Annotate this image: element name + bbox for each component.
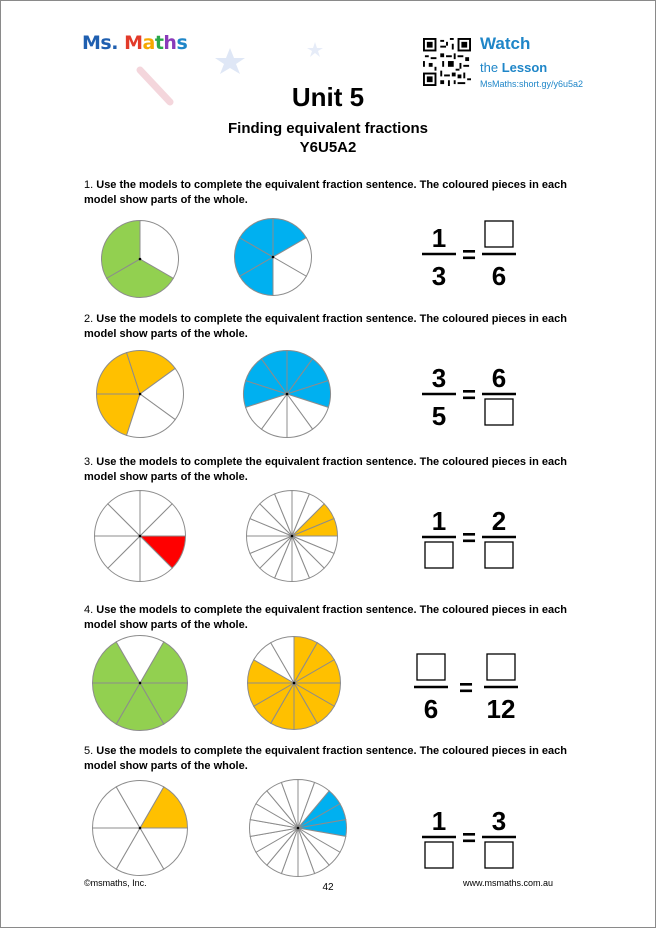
fraction-left-denominator: 5	[431, 401, 447, 429]
equals-sign: =	[458, 675, 474, 702]
question-2-equation[interactable]	[418, 357, 518, 429]
lesson-link[interactable]: MsMaths:short.gy/y6u5a2	[480, 79, 584, 89]
fraction-right-denominator-answer-box[interactable]	[485, 542, 513, 568]
fraction-left-numerator: 1	[431, 506, 447, 536]
pie-center-dot	[293, 682, 296, 685]
question-3-model-left	[93, 488, 187, 584]
pie-center-dot	[272, 256, 275, 259]
fraction-left-denominator-answer-box[interactable]	[425, 842, 453, 868]
question-5-model-left	[91, 778, 189, 878]
question-2-model-left	[93, 349, 187, 439]
fraction-right-numerator: 2	[491, 506, 507, 536]
question-1-model-right	[226, 217, 320, 297]
pie-center-dot	[297, 827, 300, 830]
fraction-right-denominator: 6	[491, 261, 507, 289]
question-5-equation[interactable]	[418, 800, 518, 872]
pie-center-dot	[286, 393, 289, 396]
fraction-right-numerator-answer-box[interactable]	[487, 654, 515, 680]
question-3-equation[interactable]	[418, 500, 518, 572]
page-subtitle: Finding equivalent fractions	[227, 120, 429, 137]
question-4-model-right	[246, 634, 342, 732]
equals-sign: =	[461, 525, 477, 552]
pie-center-dot	[139, 827, 142, 830]
pie-center-dot	[139, 535, 142, 538]
footer-page-number: 42	[322, 882, 334, 893]
question-2-text: 2. Use the models to complete the equivalent fraction sentence. The coloured pieces in each model show parts of the whole.	[84, 313, 567, 340]
fraction-left-numerator: 1	[431, 223, 447, 253]
fraction-left-denominator: 3	[431, 261, 447, 289]
fraction-left-numerator-answer-box[interactable]	[417, 654, 445, 680]
fraction-right-denominator: 12	[486, 694, 516, 722]
question-5-model-right	[248, 778, 348, 878]
footer-website[interactable]: www.msmaths.com.au	[463, 878, 554, 888]
question-2-model-right	[241, 349, 333, 439]
pie-center-dot	[291, 535, 294, 538]
fraction-left-numerator: 1	[431, 806, 447, 836]
question-1-model-left	[92, 219, 188, 299]
lesson-code: Y6U5A2	[299, 139, 357, 156]
fraction-left-numerator: 3	[431, 363, 447, 393]
question-3-model-right	[245, 488, 339, 584]
question-4-model-left	[91, 634, 189, 732]
question-1-text: 1. Use the models to complete the equivalent fraction sentence. The coloured pieces in each model show parts of the whole.	[84, 179, 567, 206]
page-title: Unit 5	[291, 82, 365, 112]
equals-sign: =	[461, 242, 477, 269]
brand-logo: Ms. Maths	[82, 32, 188, 54]
pie-center-dot	[139, 682, 142, 685]
fraction-right-numerator: 6	[491, 363, 507, 393]
question-4-text: 4. Use the models to complete the equivalent fraction sentence. The coloured pieces in each model show parts of the whole.	[84, 604, 567, 631]
equals-sign: =	[461, 382, 477, 409]
question-1-equation[interactable]	[418, 217, 518, 289]
qr-code-icon[interactable]	[423, 38, 471, 86]
question-3-text: 3. Use the models to complete the equivalent fraction sentence. The coloured pieces in each model show parts of the whole.	[84, 456, 567, 483]
watch-lesson-label: the Lesson	[480, 60, 548, 75]
fraction-left-denominator: 6	[423, 694, 439, 722]
fraction-right-numerator: 3	[491, 806, 507, 836]
pie-center-dot	[139, 258, 142, 261]
watch-heading: Watch	[480, 34, 531, 53]
fraction-right-numerator-answer-box[interactable]	[485, 221, 513, 247]
fraction-right-denominator-answer-box[interactable]	[485, 842, 513, 868]
question-5-text: 5. Use the models to complete the equivalent fraction sentence. The coloured pieces in each model show parts of the whole.	[84, 745, 567, 772]
question-4-equation[interactable]	[410, 650, 520, 722]
pie-center-dot	[139, 393, 142, 396]
equals-sign: =	[461, 825, 477, 852]
fraction-right-denominator-answer-box[interactable]	[485, 399, 513, 425]
fraction-left-denominator-answer-box[interactable]	[425, 542, 453, 568]
footer-copyright: ©msmaths, Inc.	[84, 878, 147, 888]
